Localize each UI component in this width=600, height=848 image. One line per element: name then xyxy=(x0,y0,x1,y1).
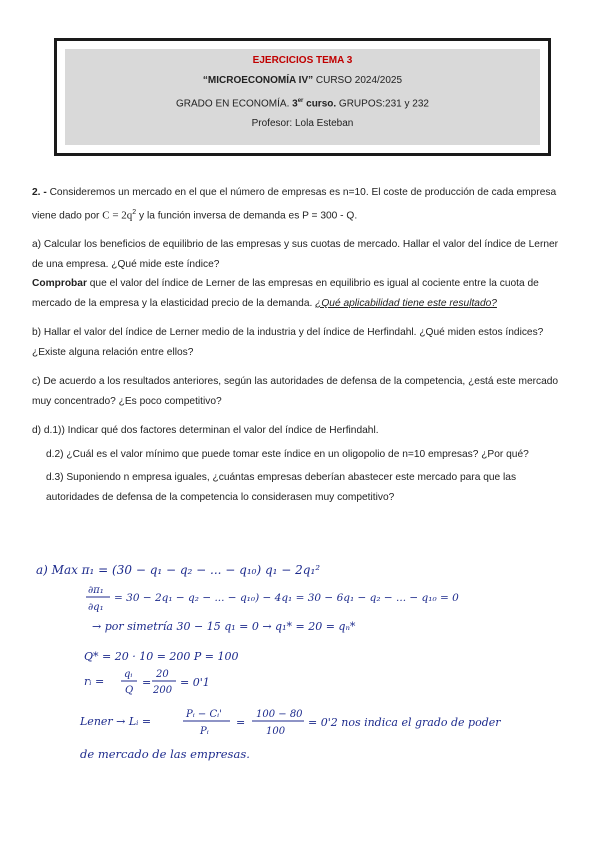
groups: GRUPOS:231 y 232 xyxy=(336,98,429,110)
degree-prefix: GRADO EN ECONOMÍA. xyxy=(176,98,293,110)
part-c: c) De acuerdo a los resultados anteriores, según las autoridades de defensa de la competencia, ¿está este mercado muy concentrado? ¿Es poco competitivo? xyxy=(32,376,559,407)
hw-line-total: Q* = 20 · 10 = 200 P = 100 xyxy=(84,650,239,663)
intro-text-a: Consideremos un mercado en el que el número de empresas es n=10. El coste de producción de cada empresa viene dado por xyxy=(32,187,557,221)
course-year: CURSO 2024/2025 xyxy=(313,75,403,86)
course-superscript: er xyxy=(297,98,304,104)
hw-ri-den: Q xyxy=(125,685,134,696)
header-title: EJERCICIOS TEMA 3 xyxy=(252,55,353,66)
intro-text-b: y la función inversa de demanda es P = 300 - Q. xyxy=(136,209,358,221)
comprobar-bold: Comprobar xyxy=(32,278,87,290)
course-word: curso. xyxy=(303,98,337,110)
hw-lerner-value: = 0'2 nos indica el grado de poder xyxy=(308,716,501,729)
hw-ri-num2: 20 xyxy=(156,669,169,680)
hw-lerner-num: Pᵢ − Cᵢ' xyxy=(186,709,222,720)
comprobar-text: que el valor del índice de Lerner de las empresas en equilibrio es igual al cociente entre la cuota de mercado de la empresa y la elasticidad precio de la demanda. xyxy=(32,278,539,309)
hw-ri-label: rᵢ = xyxy=(84,675,105,688)
part-d3: d.3) Suponiendo n empresa iguales, ¿cuántas empresas deberían abastecer este mercado para que las autoridades de defensa de la competencia lo considerasen muy competitivo? xyxy=(46,472,517,503)
hw-lerner-den2: 100 xyxy=(266,726,286,737)
comprobar-question: ¿Qué aplicabilidad tiene este resultado? xyxy=(315,297,497,309)
hw-lerner-label: Lener → Lᵢ = xyxy=(80,715,152,728)
hw-lerner-continuation: de mercado de las empresas. xyxy=(80,747,250,761)
hw-ri-num: qᵢ xyxy=(124,669,133,680)
course-number: 3 xyxy=(292,98,298,110)
cost-exponent: 2 xyxy=(132,208,137,216)
hw-lerner-eq: = xyxy=(236,716,246,729)
hw-ri-eq: = xyxy=(142,676,152,689)
exercise-number: 2. - xyxy=(32,187,47,198)
cost-function: C = 2q xyxy=(102,208,133,221)
hw-deriv-den: ∂q₁ xyxy=(88,602,104,613)
professor: Profesor: Lola Esteban xyxy=(251,118,354,130)
part-d2: d.2) ¿Cuál es el valor mínimo que puede tomar este índice en un oligopolio de n=10 empresas? ¿Por qué? xyxy=(46,448,529,460)
hw-ri-value: = 0'1 xyxy=(180,676,210,689)
hw-lerner-num2: 100 − 80 xyxy=(256,709,303,720)
hw-lerner-den: Pᵢ xyxy=(200,726,209,737)
hw-line-symmetry: → por simetría 30 − 15 q₁ = 0 → q₁* = 20 = qₙ* xyxy=(92,620,356,633)
hw-line-max: a) Max π₁ = (30 − q₁ − q₂ − ... − q₁₀) q₁ − 2q₁² xyxy=(36,563,321,577)
hw-deriv-num: ∂π₁ xyxy=(88,585,104,596)
part-a: a) Calcular los beneficios de equilibrio de las empresas y sus cuotas de mercado. Hallar el valor del índice de Lerner de una empresa. ¿Qué mide este índice? xyxy=(32,239,559,270)
hw-line-derivative: = 30 − 2q₁ − q₂ − ... − q₁₀) − 4q₁ = 30 − 6q₁ − q₂ − ... − q₁₀ = 0 xyxy=(114,592,459,604)
part-b: b) Hallar el valor del índice de Lerner medio de la industria y del índice de Herfindahl. ¿Qué miden estos índices? ¿Existe alguna relación entre ellos? xyxy=(32,327,544,358)
hw-ri-den2: 200 xyxy=(153,685,173,696)
part-d1: d) d.1)) Indicar qué dos factores determinan el valor del índice de Herfindahl. xyxy=(32,425,379,437)
course-name: “MICROECONOMÍA IV” xyxy=(202,75,314,86)
